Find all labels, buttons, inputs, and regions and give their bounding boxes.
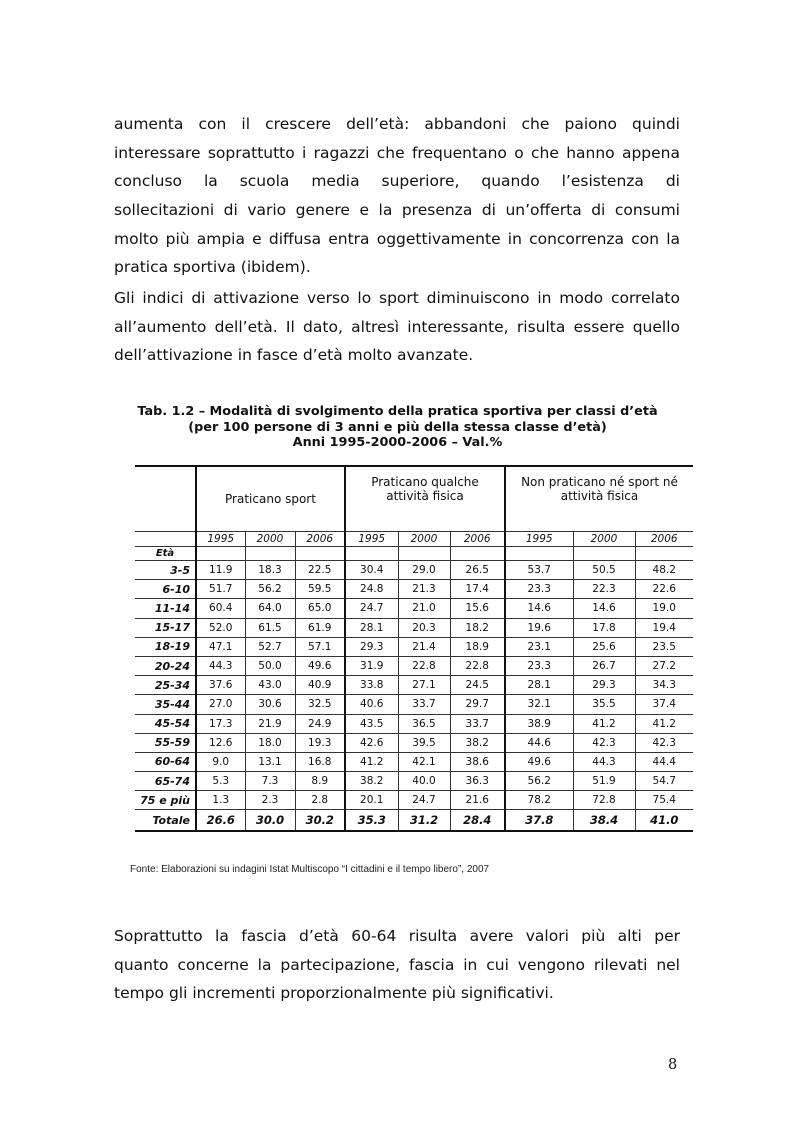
value-cell: 56.2 — [505, 772, 573, 791]
value-cell: 78.2 — [505, 791, 573, 810]
total-value-cell: 30.2 — [295, 810, 345, 832]
value-cell: 8.9 — [295, 772, 345, 791]
sport-practice-table — [135, 465, 693, 832]
spacer-cell — [345, 511, 505, 532]
value-cell: 18.9 — [450, 637, 505, 656]
text-line: aumenta con il crescere dell’età: abbandoni che paiono quindi — [114, 115, 680, 133]
spacer-cell — [505, 511, 693, 532]
value-cell: 40.0 — [398, 772, 450, 791]
value-cell: 32.5 — [295, 695, 345, 714]
value-cell: 11.9 — [196, 561, 245, 580]
table-row — [135, 656, 693, 675]
value-cell: 54.7 — [635, 772, 693, 791]
age-class-label: 11-14 — [135, 599, 196, 618]
table-row — [135, 676, 693, 695]
value-cell: 43.0 — [245, 676, 295, 695]
table-title-line: (per 100 persone di 3 anni e più della stessa classe d’età) — [188, 419, 607, 435]
value-cell: 44.3 — [573, 752, 635, 771]
text-line: sollecitazioni di vario genere e la presenza di un’offerta di consumi — [114, 201, 680, 220]
value-cell: 25.6 — [573, 637, 635, 656]
total-value-cell: 31.2 — [398, 810, 450, 832]
total-value-cell: 37.8 — [505, 810, 573, 832]
value-cell: 21.3 — [398, 580, 450, 599]
value-cell: 23.3 — [505, 656, 573, 675]
year-header: 2006 — [450, 532, 505, 547]
value-cell: 27.2 — [635, 656, 693, 675]
group-header: Praticano qualche attività fisica — [345, 466, 505, 511]
age-class-label: 20-24 — [135, 656, 196, 675]
value-cell: 33.8 — [345, 676, 398, 695]
value-cell: 50.0 — [245, 656, 295, 675]
value-cell: 28.1 — [505, 676, 573, 695]
value-cell: 14.6 — [573, 599, 635, 618]
value-cell: 33.7 — [450, 714, 505, 733]
value-cell: 75.4 — [635, 791, 693, 810]
text-line: all’aumento dell’età. Il dato, altresì interessante, risulta essere quello — [114, 317, 680, 336]
table-row — [135, 733, 693, 752]
value-cell: 64.0 — [245, 599, 295, 618]
year-header: 1995 — [505, 532, 573, 547]
value-cell: 22.3 — [573, 580, 635, 599]
text-line: molto più ampia e diffusa entra oggettivamente in concorrenza con la — [114, 229, 680, 248]
age-class-label: 15-17 — [135, 618, 196, 637]
value-cell: 15.6 — [450, 599, 505, 618]
table-row — [135, 561, 693, 580]
text-line: Gli indici di attivazione verso lo sport diminuiscono in modo correlato — [114, 289, 680, 307]
value-cell: 2.3 — [245, 791, 295, 810]
group-header: Praticano sport — [196, 466, 345, 532]
value-cell: 26.5 — [450, 561, 505, 580]
total-value-cell: 38.4 — [573, 810, 635, 832]
value-cell: 17.3 — [196, 714, 245, 733]
value-cell: 22.8 — [450, 656, 505, 675]
value-cell: 9.0 — [196, 752, 245, 771]
value-cell: 35.5 — [573, 695, 635, 714]
value-cell: 2.8 — [295, 791, 345, 810]
value-cell: 24.5 — [450, 676, 505, 695]
year-header: 2006 — [635, 532, 693, 547]
value-cell: 16.8 — [295, 752, 345, 771]
empty-cell — [398, 547, 450, 561]
value-cell: 27.0 — [196, 695, 245, 714]
value-cell: 40.9 — [295, 676, 345, 695]
table-row — [135, 695, 693, 714]
value-cell: 42.3 — [573, 733, 635, 752]
value-cell: 5.3 — [196, 772, 245, 791]
age-header-row — [135, 547, 693, 561]
value-cell: 42.3 — [635, 733, 693, 752]
group-header-row — [135, 466, 693, 511]
value-cell: 24.8 — [345, 580, 398, 599]
year-header: 2006 — [295, 532, 345, 547]
value-cell: 47.1 — [196, 637, 245, 656]
total-label: Totale — [135, 810, 196, 832]
text-line: concluso la scuola media superiore, quando l’esistenza di — [114, 172, 680, 191]
total-value-cell: 35.3 — [345, 810, 398, 832]
page-number: 8 — [668, 1057, 678, 1073]
value-cell: 23.1 — [505, 637, 573, 656]
value-cell: 20.3 — [398, 618, 450, 637]
age-class-label: 65-74 — [135, 772, 196, 791]
value-cell: 36.3 — [450, 772, 505, 791]
value-cell: 21.4 — [398, 637, 450, 656]
value-cell: 39.5 — [398, 733, 450, 752]
total-value-cell: 41.0 — [635, 810, 693, 832]
paragraph-activation — [114, 284, 680, 370]
text-line: quanto concerne la partecipazione, fascia in cui vengono rilevati nel — [114, 955, 680, 974]
value-cell: 1.3 — [196, 791, 245, 810]
year-header: 1995 — [196, 532, 245, 547]
value-cell: 23.3 — [505, 580, 573, 599]
value-cell: 13.1 — [245, 752, 295, 771]
value-cell: 19.3 — [295, 733, 345, 752]
value-cell: 48.2 — [635, 561, 693, 580]
value-cell: 50.5 — [573, 561, 635, 580]
value-cell: 42.1 — [398, 752, 450, 771]
value-cell: 22.8 — [398, 656, 450, 675]
value-cell: 29.3 — [345, 637, 398, 656]
year-header: 2000 — [245, 532, 295, 547]
value-cell: 51.9 — [573, 772, 635, 791]
age-class-label: 60-64 — [135, 752, 196, 771]
value-cell: 38.6 — [450, 752, 505, 771]
table-row — [135, 618, 693, 637]
value-cell: 41.2 — [573, 714, 635, 733]
value-cell: 34.3 — [635, 676, 693, 695]
age-class-label: 55-59 — [135, 733, 196, 752]
value-cell: 38.2 — [345, 772, 398, 791]
value-cell: 36.5 — [398, 714, 450, 733]
age-class-label: 35-44 — [135, 695, 196, 714]
value-cell: 14.6 — [505, 599, 573, 618]
value-cell: 22.5 — [295, 561, 345, 580]
total-value-cell: 30.0 — [245, 810, 295, 832]
value-cell: 24.9 — [295, 714, 345, 733]
total-row — [135, 810, 693, 832]
value-cell: 57.1 — [295, 637, 345, 656]
value-cell: 56.2 — [245, 580, 295, 599]
value-cell: 37.6 — [196, 676, 245, 695]
table-title-line: Anni 1995-2000-2006 – Val.% — [292, 435, 503, 450]
age-class-label: 75 e più — [135, 791, 196, 810]
value-cell: 12.6 — [196, 733, 245, 752]
value-cell: 43.5 — [345, 714, 398, 733]
text-line: Soprattutto la fascia d’età 60-64 risulta avere valori più alti per — [114, 927, 680, 945]
value-cell: 61.9 — [295, 618, 345, 637]
value-cell: 18.0 — [245, 733, 295, 752]
value-cell: 19.6 — [505, 618, 573, 637]
text-line: pratica sportiva (ibidem). — [114, 258, 311, 277]
age-header: Età — [135, 547, 196, 561]
value-cell: 24.7 — [398, 791, 450, 810]
year-header: 2000 — [573, 532, 635, 547]
empty-cell — [450, 547, 505, 561]
value-cell: 21.9 — [245, 714, 295, 733]
value-cell: 49.6 — [295, 656, 345, 675]
value-cell: 41.2 — [635, 714, 693, 733]
value-cell: 65.0 — [295, 599, 345, 618]
value-cell: 59.5 — [295, 580, 345, 599]
years-row — [135, 532, 693, 547]
table-row — [135, 791, 693, 810]
value-cell: 29.0 — [398, 561, 450, 580]
value-cell: 19.0 — [635, 599, 693, 618]
age-class-label: 6-10 — [135, 580, 196, 599]
age-class-label: 45-54 — [135, 714, 196, 733]
value-cell: 18.2 — [450, 618, 505, 637]
empty-cell — [635, 547, 693, 561]
value-cell: 53.7 — [505, 561, 573, 580]
value-cell: 38.2 — [450, 733, 505, 752]
value-cell: 29.3 — [573, 676, 635, 695]
table-title — [100, 404, 695, 451]
empty-cell — [135, 532, 196, 547]
table-row — [135, 599, 693, 618]
text-line: tempo gli incrementi proporzionalmente più significativi. — [114, 984, 554, 1003]
value-cell: 19.4 — [635, 618, 693, 637]
table-row — [135, 714, 693, 733]
table-row — [135, 752, 693, 771]
empty-cell — [505, 547, 573, 561]
value-cell: 41.2 — [345, 752, 398, 771]
age-class-label: 18-19 — [135, 637, 196, 656]
value-cell: 30.4 — [345, 561, 398, 580]
value-cell: 38.9 — [505, 714, 573, 733]
empty-cell — [573, 547, 635, 561]
value-cell: 40.6 — [345, 695, 398, 714]
value-cell: 21.0 — [398, 599, 450, 618]
value-cell: 52.0 — [196, 618, 245, 637]
value-cell: 24.7 — [345, 599, 398, 618]
value-cell: 44.4 — [635, 752, 693, 771]
empty-cell — [196, 547, 245, 561]
value-cell: 17.8 — [573, 618, 635, 637]
value-cell: 51.7 — [196, 580, 245, 599]
value-cell: 21.6 — [450, 791, 505, 810]
table-row — [135, 772, 693, 791]
value-cell: 29.7 — [450, 695, 505, 714]
value-cell: 28.1 — [345, 618, 398, 637]
age-class-label: 25-34 — [135, 676, 196, 695]
value-cell: 27.1 — [398, 676, 450, 695]
table-row — [135, 637, 693, 656]
total-value-cell: 28.4 — [450, 810, 505, 832]
value-cell: 60.4 — [196, 599, 245, 618]
value-cell: 52.7 — [245, 637, 295, 656]
corner-cell — [135, 466, 196, 532]
value-cell: 26.7 — [573, 656, 635, 675]
paragraph-intro — [114, 110, 680, 282]
value-cell: 31.9 — [345, 656, 398, 675]
value-cell: 44.6 — [505, 733, 573, 752]
year-header: 1995 — [345, 532, 398, 547]
empty-cell — [245, 547, 295, 561]
paragraph-conclusion — [114, 922, 680, 1008]
value-cell: 49.6 — [505, 752, 573, 771]
value-cell: 44.3 — [196, 656, 245, 675]
table-title-line: Tab. 1.2 – Modalità di svolgimento della pratica sportiva per classi d’età — [137, 404, 658, 419]
value-cell: 72.8 — [573, 791, 635, 810]
text-line: dell’attivazione in fasce d’età molto avanzate. — [114, 346, 474, 365]
value-cell: 61.5 — [245, 618, 295, 637]
value-cell: 42.6 — [345, 733, 398, 752]
value-cell: 18.3 — [245, 561, 295, 580]
value-cell: 20.1 — [345, 791, 398, 810]
empty-cell — [295, 547, 345, 561]
value-cell: 30.6 — [245, 695, 295, 714]
empty-cell — [345, 547, 398, 561]
value-cell: 17.4 — [450, 580, 505, 599]
value-cell: 33.7 — [398, 695, 450, 714]
value-cell: 7.3 — [245, 772, 295, 791]
value-cell: 22.6 — [635, 580, 693, 599]
age-class-label: 3-5 — [135, 561, 196, 580]
value-cell: 37.4 — [635, 695, 693, 714]
group-header: Non praticano né sport né attività fisica — [505, 466, 693, 511]
year-header: 2000 — [398, 532, 450, 547]
value-cell: 32.1 — [505, 695, 573, 714]
text-line: interessare soprattutto i ragazzi che frequentano o che hanno appena — [114, 143, 680, 162]
table-source: Fonte: Elaborazioni su indagini Istat Multiscopo “I cittadini e il tempo libero”, 2007 — [130, 864, 490, 875]
table-row — [135, 580, 693, 599]
total-value-cell: 26.6 — [196, 810, 245, 832]
value-cell: 23.5 — [635, 637, 693, 656]
